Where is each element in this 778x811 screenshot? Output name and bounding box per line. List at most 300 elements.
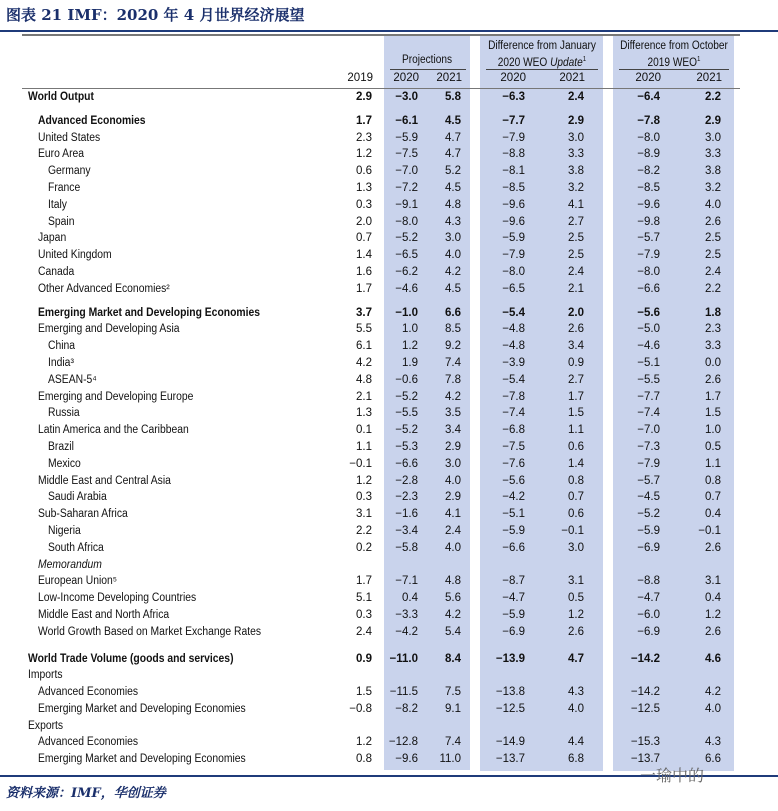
table-row (0, 590, 778, 607)
year-proj-2020: 2020 (393, 72, 419, 84)
cell-value: 2.4 (705, 265, 721, 278)
cell-value: −9.8 (637, 215, 660, 228)
cell-value: −5.3 (395, 440, 418, 453)
cell-value: 3.0 (445, 457, 461, 470)
cell-value: 5.4 (445, 625, 461, 638)
cell-value: 1.4 (568, 457, 584, 470)
cell-value: 5.2 (445, 165, 461, 178)
cell-value: 1.4 (356, 249, 372, 262)
cell-value: 2.4 (445, 524, 461, 537)
row-label: Sub-Saharan Africa (38, 508, 128, 521)
cell-value: 3.2 (705, 181, 721, 194)
cell-value: −1.0 (395, 306, 418, 319)
cell-value: −8.2 (637, 165, 660, 178)
cell-value: −7.5 (502, 440, 525, 453)
cell-value: −8.9 (637, 148, 660, 161)
cell-value: −5.2 (395, 390, 418, 403)
cell-value: 9.1 (445, 702, 461, 715)
cell-value: 0.6 (568, 508, 584, 521)
cell-value: 0.5 (705, 440, 721, 453)
row-label: World Trade Volume (goods and services) (28, 652, 234, 665)
cell-value: −13.9 (495, 652, 525, 665)
row-label: Euro Area (38, 148, 85, 161)
cell-value: 2.9 (705, 114, 721, 127)
cell-value: 6.6 (705, 753, 721, 766)
cell-value: 6.6 (445, 306, 461, 319)
row-label: Germany (48, 165, 91, 178)
cell-value: 0.5 (568, 592, 584, 605)
cell-value: −6.0 (637, 608, 660, 621)
cell-value: 0.7 (705, 491, 721, 504)
cell-value: 6.8 (568, 753, 584, 766)
source-note: 资料来源：IMF，华创证券 (6, 786, 166, 801)
cell-value: 0.8 (356, 753, 372, 766)
cell-value: −8.8 (502, 148, 525, 161)
cell-value: −8.0 (637, 265, 660, 278)
cell-value: 4.0 (705, 198, 721, 211)
diff-january-header (480, 39, 603, 70)
cell-value: 9.2 (445, 340, 461, 353)
cell-value: 1.1 (356, 440, 372, 453)
cell-value: 4.5 (445, 181, 461, 194)
cell-value: −8.0 (395, 215, 418, 228)
cell-value: −2.8 (395, 474, 418, 487)
cell-value: −9.6 (502, 215, 525, 228)
cell-value: 1.3 (356, 407, 372, 420)
cell-value: 2.4 (356, 625, 372, 638)
row-label: Russia (48, 407, 80, 420)
table-row (0, 506, 778, 523)
cell-value: 5.8 (445, 91, 461, 103)
table-row (0, 281, 778, 298)
cell-value: −7.7 (502, 114, 525, 127)
table-row (0, 667, 778, 684)
table-top-rule (22, 34, 740, 36)
cell-value: 1.5 (705, 407, 721, 420)
cell-value: 2.6 (705, 215, 721, 228)
cell-value: 2.5 (705, 232, 721, 245)
year-jan-2020: 2020 (500, 72, 526, 84)
row-label: European Union⁵ (38, 575, 118, 588)
row-label: ASEAN-5⁴ (48, 373, 97, 386)
table-body (0, 89, 778, 768)
row-label: Mexico (48, 457, 81, 470)
cell-value: 3.3 (705, 340, 721, 353)
cell-value: −12.5 (495, 702, 525, 715)
cell-value: 0.3 (356, 608, 372, 621)
cell-value: −7.4 (502, 407, 525, 420)
cell-value: −7.9 (502, 249, 525, 262)
row-label: Advanced Economies (38, 114, 146, 127)
year-jan-2021: 2021 (559, 72, 585, 84)
cell-value: 1.2 (356, 148, 372, 161)
cell-value: −6.6 (502, 541, 525, 554)
cell-value: −4.6 (395, 282, 418, 295)
row-label: World Output (28, 91, 94, 103)
table-row (0, 321, 778, 338)
cell-value: 2.0 (356, 215, 372, 228)
row-label: India³ (48, 356, 74, 369)
cell-value: −8.5 (637, 181, 660, 194)
diff-january-line2: 2020 WEO Update$^1$ (497, 56, 587, 69)
cell-value: 4.7 (445, 131, 461, 144)
table-row (0, 473, 778, 490)
row-label: France (48, 181, 81, 194)
cell-value: −8.8 (637, 575, 660, 588)
cell-value: −4.6 (637, 340, 660, 353)
cell-value: 7.5 (445, 686, 461, 699)
cell-value: −0.8 (349, 702, 372, 715)
table-row (0, 355, 778, 372)
watermark: 一瑜中的 (640, 768, 705, 785)
row-label: China (48, 340, 76, 353)
cell-value: −7.5 (395, 148, 418, 161)
cell-value: −7.0 (637, 424, 660, 437)
cell-value: 2.2 (705, 91, 721, 103)
row-label: Brazil (48, 440, 74, 453)
cell-value: −4.7 (502, 592, 525, 605)
cell-value: −0.6 (395, 373, 418, 386)
cell-value: −7.7 (637, 390, 660, 403)
row-label: Other Advanced Economies² (38, 282, 170, 295)
cell-value: 5.6 (445, 592, 461, 605)
cell-value: 2.7 (568, 373, 584, 386)
table-row (0, 372, 778, 389)
cell-value: −6.9 (637, 541, 660, 554)
cell-value: −5.4 (502, 373, 525, 386)
cell-value: 8.5 (445, 323, 461, 336)
cell-value: −5.7 (637, 232, 660, 245)
cell-value: −9.6 (395, 753, 418, 766)
cell-value: 4.2 (356, 356, 372, 369)
cell-value: −8.5 (502, 181, 525, 194)
figure-title: 图表 21 IMF：2020 年 4 月世界经济展望 (6, 6, 305, 24)
row-label: Advanced Economies (38, 686, 139, 699)
row-label: Memorandum (38, 558, 102, 571)
cell-value: 11.0 (439, 753, 461, 766)
table-row (0, 523, 778, 540)
cell-value: −5.2 (395, 424, 418, 437)
cell-value: −5.5 (637, 373, 660, 386)
cell-value: 0.8 (705, 474, 721, 487)
cell-value: −5.6 (637, 306, 660, 319)
row-label: Emerging Market and Developing Economies (38, 702, 246, 715)
year-oct-2020: 2020 (635, 72, 661, 84)
cell-value: 3.8 (568, 165, 584, 178)
cell-value: −3.0 (395, 91, 418, 103)
cell-value: −0.1 (349, 457, 372, 470)
cell-value: −7.9 (502, 131, 525, 144)
cell-value: 2.6 (568, 323, 584, 336)
cell-value: 1.2 (568, 608, 584, 621)
cell-value: −5.9 (502, 608, 525, 621)
cell-value: −9.6 (637, 198, 660, 211)
row-label: United Kingdom (38, 249, 112, 262)
cell-value: 1.0 (705, 424, 721, 437)
cell-value: 1.7 (356, 114, 372, 127)
cell-value: 6.1 (356, 340, 372, 353)
table-row (0, 684, 778, 701)
cell-value: 3.1 (705, 575, 721, 588)
cell-value: −4.5 (637, 491, 660, 504)
cell-value: 4.8 (445, 575, 461, 588)
cell-value: −7.9 (637, 249, 660, 262)
cell-value: 4.2 (445, 608, 461, 621)
cell-value: 4.5 (445, 282, 461, 295)
cell-value: −7.9 (637, 457, 660, 470)
cell-value: −8.1 (502, 165, 525, 178)
cell-value: 1.0 (402, 323, 418, 336)
cell-value: 2.5 (568, 249, 584, 262)
cell-value: −7.3 (637, 440, 660, 453)
cell-value: 0.2 (356, 541, 372, 554)
cell-value: 3.0 (568, 131, 584, 144)
cell-value: 7.8 (445, 373, 461, 386)
cell-value: 2.9 (445, 491, 461, 504)
table-row (0, 422, 778, 439)
cell-value: 2.3 (356, 131, 372, 144)
cell-value: −4.8 (502, 340, 525, 353)
title-divider (0, 30, 778, 32)
projections-header: Projections (401, 54, 453, 66)
cell-value: 4.3 (705, 736, 721, 749)
cell-value: −6.3 (502, 91, 525, 103)
cell-value: 3.1 (356, 508, 372, 521)
table-row (0, 624, 778, 641)
cell-value: 2.5 (568, 232, 584, 245)
table-row (0, 389, 778, 406)
cell-value: 0.4 (705, 508, 721, 521)
cell-value: −6.8 (502, 424, 525, 437)
table-row (0, 214, 778, 231)
cell-value: 3.2 (568, 181, 584, 194)
cell-value: 4.3 (568, 686, 584, 699)
cell-value: 3.7 (356, 306, 372, 319)
diff-october-header (613, 39, 734, 70)
cell-value: 4.0 (445, 249, 461, 262)
cell-value: −7.8 (637, 114, 660, 127)
cell-value: −6.6 (637, 282, 660, 295)
diff-january-underline (486, 69, 598, 70)
cell-value: 2.7 (568, 215, 584, 228)
cell-value: −4.2 (502, 491, 525, 504)
cell-value: 1.2 (402, 340, 418, 353)
row-label: Emerging and Developing Asia (38, 323, 180, 336)
cell-value: 2.2 (705, 282, 721, 295)
cell-value: 7.4 (445, 736, 461, 749)
table-row (0, 264, 778, 281)
cell-value: 2.4 (568, 91, 584, 103)
cell-value: −6.9 (637, 625, 660, 638)
diff-october-underline (619, 69, 729, 70)
cell-value: 4.1 (568, 198, 584, 211)
cell-value: −13.7 (495, 753, 525, 766)
row-label: Low-Income Developing Countries (38, 592, 197, 605)
cell-value: 4.0 (705, 702, 721, 715)
cell-value: 1.7 (356, 575, 372, 588)
cell-value: −6.2 (395, 265, 418, 278)
table-row (0, 573, 778, 590)
cell-value: −13.8 (495, 686, 525, 699)
cell-value: −0.1 (698, 524, 721, 537)
cell-value: −7.1 (395, 575, 418, 588)
cell-value: 0.4 (705, 592, 721, 605)
cell-value: 4.1 (445, 508, 461, 521)
cell-value: −7.0 (395, 165, 418, 178)
cell-value: −5.5 (395, 407, 418, 420)
cell-value: 0.6 (356, 165, 372, 178)
cell-value: −5.7 (637, 474, 660, 487)
cell-value: 2.3 (705, 323, 721, 336)
cell-value: −5.2 (395, 232, 418, 245)
cell-value: 4.3 (445, 215, 461, 228)
cell-value: 1.2 (705, 608, 721, 621)
cell-value: 3.0 (568, 541, 584, 554)
cell-value: −6.6 (395, 457, 418, 470)
cell-value: 0.4 (402, 592, 418, 605)
cell-value: −5.1 (502, 508, 525, 521)
cell-value: 2.2 (356, 524, 372, 537)
cell-value: −9.6 (502, 198, 525, 211)
cell-value: 4.0 (445, 541, 461, 554)
row-label: United States (38, 131, 101, 144)
cell-value: 3.3 (568, 148, 584, 161)
cell-value: −13.7 (630, 753, 660, 766)
cell-value: −5.9 (395, 131, 418, 144)
cell-value: 1.5 (568, 407, 584, 420)
cell-value: −5.9 (637, 524, 660, 537)
cell-value: 2.6 (705, 625, 721, 638)
cell-value: 0.6 (568, 440, 584, 453)
row-label: Latin America and the Caribbean (38, 424, 189, 437)
cell-value: 2.4 (568, 265, 584, 278)
cell-value: −11.5 (389, 686, 418, 699)
cell-value: 5.5 (356, 323, 372, 336)
row-label: Emerging Market and Developing Economies (38, 306, 261, 319)
cell-value: 4.7 (568, 652, 584, 665)
table-row (0, 456, 778, 473)
cell-value: 1.1 (705, 457, 721, 470)
cell-value: 3.5 (445, 407, 461, 420)
cell-value: −8.0 (502, 265, 525, 278)
cell-value: −5.6 (502, 474, 525, 487)
cell-value: −9.1 (395, 198, 418, 211)
cell-value: 4.6 (705, 652, 721, 665)
table-row (0, 607, 778, 624)
table-row (0, 718, 778, 735)
cell-value: −7.8 (502, 390, 525, 403)
cell-value: 2.1 (356, 390, 372, 403)
cell-value: 7.4 (445, 356, 461, 369)
cell-value: −8.7 (502, 575, 525, 588)
cell-value: −5.0 (637, 323, 660, 336)
cell-value: −15.3 (630, 736, 660, 749)
cell-value: −7.6 (502, 457, 525, 470)
cell-value: −7.4 (637, 407, 660, 420)
table-row (0, 305, 778, 322)
cell-value: 0.7 (568, 491, 584, 504)
cell-value: −5.8 (395, 541, 418, 554)
cell-value: 0.9 (568, 356, 584, 369)
cell-value: 1.2 (356, 474, 372, 487)
cell-value: 0.0 (705, 356, 721, 369)
cell-value: −3.4 (395, 524, 418, 537)
row-label: Middle East and North Africa (38, 608, 170, 621)
cell-value: −3.3 (395, 608, 418, 621)
cell-value: 4.8 (445, 198, 461, 211)
cell-value: −6.4 (637, 91, 660, 103)
cell-value: 2.5 (705, 249, 721, 262)
cell-value: −6.5 (395, 249, 418, 262)
table-row (0, 701, 778, 718)
row-label: Imports (28, 669, 63, 682)
row-label: Middle East and Central Asia (38, 474, 171, 487)
cell-value: −4.8 (502, 323, 525, 336)
cell-value: 5.1 (356, 592, 372, 605)
row-label: World Growth Based on Market Exchange Rates (38, 625, 262, 638)
cell-value: −4.2 (395, 625, 418, 638)
cell-value: 4.2 (445, 390, 461, 403)
cell-value: −6.5 (502, 282, 525, 295)
row-label: Emerging and Developing Europe (38, 390, 194, 403)
cell-value: 0.1 (356, 424, 372, 437)
cell-value: −12.8 (388, 736, 418, 749)
cell-value: 1.6 (356, 265, 372, 278)
cell-value: 1.1 (568, 424, 584, 437)
table-row (0, 540, 778, 557)
cell-value: 4.2 (445, 265, 461, 278)
diff-october-line1: Difference from October (620, 40, 728, 52)
cell-value: −6.1 (395, 114, 418, 127)
cell-value: −1.6 (395, 508, 418, 521)
cell-value: −11.0 (389, 652, 418, 665)
cell-value: 3.8 (705, 165, 721, 178)
cell-value: 2.9 (568, 114, 584, 127)
cell-value: 4.8 (356, 373, 372, 386)
table-row (0, 651, 778, 668)
cell-value: 2.9 (356, 91, 372, 103)
row-label: Advanced Economies (38, 736, 139, 749)
cell-value: 2.6 (705, 541, 721, 554)
cell-value: 8.4 (445, 652, 461, 665)
cell-value: 2.9 (445, 440, 461, 453)
diff-january-line1: Difference from January (488, 40, 596, 52)
row-label: Spain (48, 215, 75, 228)
row-label: Saudi Arabia (48, 491, 107, 504)
cell-value: 4.0 (568, 702, 584, 715)
cell-value: 0.3 (356, 198, 372, 211)
cell-value: 3.4 (568, 340, 584, 353)
table-row (0, 130, 778, 147)
cell-value: 3.4 (445, 424, 461, 437)
cell-value: −4.7 (637, 592, 660, 605)
table-row (0, 557, 778, 574)
diff-october-line2: 2019 WEO$^1$ (647, 56, 701, 69)
cell-value: 0.9 (356, 652, 372, 665)
year-proj-2021: 2021 (436, 72, 462, 84)
cell-value: 4.5 (445, 114, 461, 127)
cell-value: −7.2 (395, 181, 418, 194)
row-label: Emerging Market and Developing Economies (38, 753, 246, 766)
row-label: Italy (48, 198, 67, 211)
cell-value: 1.9 (402, 356, 418, 369)
cell-value: 1.3 (356, 181, 372, 194)
cell-value: 4.2 (705, 686, 721, 699)
cell-value: −14.2 (630, 686, 660, 699)
row-label: South Africa (48, 541, 104, 554)
cell-value: −0.1 (561, 524, 584, 537)
row-label: Nigeria (48, 524, 81, 537)
